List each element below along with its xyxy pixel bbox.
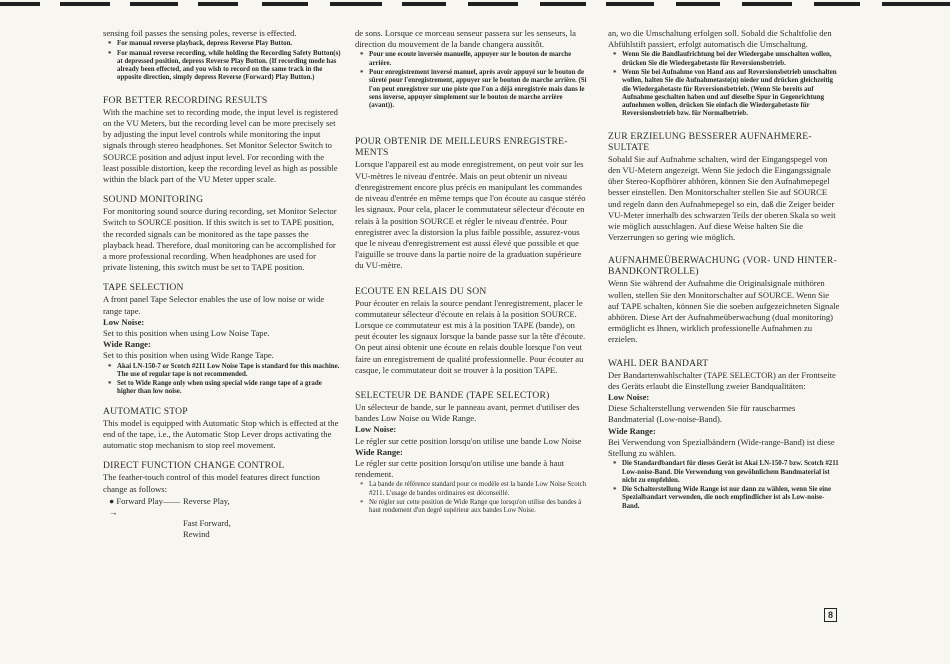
section-heading: ECOUTE EN RELAIS DU SON xyxy=(355,285,487,297)
function-item: Rewind xyxy=(183,529,210,540)
low-noise-label: Low Noise: xyxy=(355,424,397,435)
section-heading: WAHL DER BANDART xyxy=(608,357,709,369)
section-heading: POUR OBTENIR DE MEILLEURS ENREGISTRE-MENTS xyxy=(355,136,568,159)
low-noise-text: Set to this position when using Low Noise Tape. xyxy=(103,327,270,338)
section-body: Der Bandartenwahlschalter (TAPE SELECTOR) an der Frontseite des Geräts erlaubt die Einstellung zweier Bandqualitäten: xyxy=(608,369,836,391)
wide-range-text: Set to this position when using Wide Range Tape. xyxy=(103,350,274,361)
low-noise-label: Low Noise: xyxy=(608,392,650,403)
section-heading: TAPE SELECTION xyxy=(103,282,184,294)
note: * Pour enregistrement inversé manuel, après avoir appuyé sur le bouton de sûreté pour l'enregistrement, appuyer sur le bouton de marche arrière. (Si l'on peut enregistrer sur une piste que l'on a déjà enregistrée mais dans le sens inverse, appuyer simplement sur le bouton de marche arrière (avant)). xyxy=(369,69,589,110)
section-heading: DIRECT FUNCTION CHANGE CONTROL xyxy=(103,460,285,472)
section-heading: AUFNAHMEÜBERWACHUNG (VOR- UND HINTER-BANDKONTROLLE) xyxy=(608,255,837,278)
section-body: The feather-touch control of this model features direct function change as follows: xyxy=(103,472,320,494)
note: * Die Standardbandart für dieses Gerät ist Akai LN-150-7 bzw. Scotch #211 Low-noise-Band. Die Verwendung von gewöhnlichem Bandmaterial ist nicht zu empfehlen. xyxy=(622,460,840,485)
section-body: Pour écouter en relais la source pendant l'enregistrement, placer le commutateur sélecteur d'écoute en relais à la position SOURCE. Lorsque ce commutateur est mis à la position TAPE (bande), on peut écouter les signaux lorsque la bande passe sur la tête d'écoute. On peut ainsi obtenir une écoute en relais double lorsque l'on veut faire un enregistrement de qualité professionnelle. Pour écouter au casque, le commutateur doit se trouver à la position TAPE. xyxy=(355,297,586,375)
french-column xyxy=(355,28,589,518)
section-heading: FOR BETTER RECORDING RESULTS xyxy=(103,94,268,106)
note: * Ne régler sur cette position de Wide Range que lorsqu'on utilise des bandes à haut rendement d'un degré supérieur aux bandes Low Noise. xyxy=(369,499,589,516)
note: * Wenn Sie bei Aufnahme von Hand aus auf Reversionsbetrieb umschalten wollen, halten Sie die Aufnahmetaste(n) nieder und drücken gleichzeitig die Wiedergabetaste für Reversionsbetrieb. (Wenn Sie bereits auf Aufnahme geschalten haben und auf dieselbe Spur in Gegenrichtung aufnehmen wollen, drücken Sie einfach die Wiedergabetaste für Reversionsbetrieb bzw. für Normalbetrieb. xyxy=(622,69,840,119)
function-item: Reverse Play, xyxy=(183,495,230,506)
wide-range-label: Wide Range: xyxy=(608,425,656,436)
arrow-icon: ——→ xyxy=(109,495,181,517)
forward-play-label: ● Forward Play xyxy=(109,495,163,506)
low-noise-text: Diese Schalterstellung verwenden Sie für rauscharmes Bandmaterial (Low-noise-Band). xyxy=(608,403,796,425)
english-column xyxy=(103,28,341,541)
low-noise-text: Le régler sur cette position lorsqu'on utilise une bande Low Noise xyxy=(355,435,582,446)
note: * Akai LN-150-7 or Scotch #211 Low Noise Tape is standard for this machine. The use of regular tape is not recommended. xyxy=(117,363,341,380)
function-item: Fast Forward, xyxy=(183,518,231,529)
note: * Wenn Sie die Bandlaufrichtung bei der Wiedergabe umschalten wollen, drücken Sie die Wiedergabetaste für Reversionsbetrieb. xyxy=(622,51,840,68)
wide-range-text: Bei Verwendung von Spezialbändern (Wide-range-Band) ist diese Stellung zu wählen. xyxy=(608,436,835,459)
intro-notes xyxy=(355,51,589,110)
section-body: A front panel Tape Selector enables the use of low noise or wide range tape. xyxy=(103,294,325,316)
intro-notes xyxy=(608,51,840,118)
note: * La bande de référence standard pour ce modèle est la bande Low Noise Scotch #211. L'usage de bandes ordinaires est déconseillé. xyxy=(369,481,589,498)
section-body: Lorsque l'appareil est au mode enregistrement, on peut voir sur les VU-mètres le niveau d'entrée. Mais on peut obtenir un niveau d'enregistrement encore plus précis en manipulant les commandes de niveau d'entrée en même temps que l'on écoute au casque stéréo les signaux. Pour cela, placer le commutateur sélecteur d'écoute en relais à la position SOURCE et régler le niveau d'entrée. Pour enregistrer avec la distorsion la plus faible possible, assurez-vous que le niveau d'enregistrement est aussi élevé que possible et que l'aiguille se trouve dans la partie noire de la graduation supérieure du VU-mètre. xyxy=(355,159,586,271)
function-change-list xyxy=(109,496,341,541)
page-top-border xyxy=(0,0,950,8)
intro-text: de sons. Lorsque ce morceau senseur passera sur les senseurs, la direction du mouvement de la bande changera aussitôt. xyxy=(355,28,576,50)
section-body: With the machine set to recording mode, the input level is registered on the VU Meters, but the recording level can be more precisely set by adjusting the input level controls while monitoring the input signals through stereo headphones. Set Monitor Selector Switch to SOURCE position and adjust input level. For recording with the least possible distortion, keep the recording level as high as possible within the black part of the VU Meter upper scale. xyxy=(103,106,338,184)
note: * Die Schalterstellung Wide Range ist nur dann zu wählen, wenn Sie eine Spezialbandart verwenden, die noch empfindlicher ist als Low-noise-Band. xyxy=(622,486,840,511)
section-body: For monitoring sound source during recording, set Monitor Selector Switch to SOURCE position. If this switch is set to TAPE position, the recorded signals can be monitored as the tape passes the playback head. Therefore, dual monitoring can be accomplished for a more professional recording. When headphones are used for private listening, this switch must be set to TAPE position. xyxy=(103,206,337,273)
intro-text: sensing foil passes the sensing poles, reverse is effected. xyxy=(103,28,297,38)
wide-range-label: Wide Range: xyxy=(103,339,151,350)
tape-notes xyxy=(355,481,589,515)
section-heading: SELECTEUR DE BANDE (TAPE SELECTOR) xyxy=(355,389,550,401)
section-heading: SOUND MONITORING xyxy=(103,194,204,206)
low-noise-label: Low Noise: xyxy=(103,316,145,327)
page-number: 8 xyxy=(824,608,837,622)
note: * For manual reverse playback, depress Reverse Play Button. xyxy=(117,40,341,48)
section-body: Sobald Sie auf Aufnahme schalten, wird der Eingangspegel von den VU-Metern angezeigt. Wenn Sie jedoch die Eingangssignale über Stereo-Kopfhörer abhören, können Sie den Aufnahmepegel besser einstellen. Den Monitorschalter stellen Sie auf SOURCE und regeln dann den Aufnahmepegel so ein, daß die Zeiger beider VU-Meter innerhalb des schwarzen Teils der oberen Skala so weit wie möglich ausschlagen. Auf diese Weise halten Sie die Verzerrungen so gering wie möglich. xyxy=(608,153,836,243)
german-column xyxy=(608,28,840,513)
wide-range-text: Le régler sur cette position lorsqu'on utilise une bande à haut rendement. xyxy=(355,457,565,480)
tape-notes xyxy=(608,460,840,511)
tape-notes xyxy=(103,363,341,397)
wide-range-label: Wide Range: xyxy=(355,446,403,457)
note: * For manual reverse recording, while holding the Recording Safety Button(s) at depressed position, depress Reverse Play Button. (If recording mode has already been effected, and you wish to record on the same track in the opposite direction, simply depress Reverse (Forward) Play Button.) xyxy=(117,50,341,83)
section-body: Un sélecteur de bande, sur le panneau avant, permet d'utiliser des bandes Low Noise ou Wide Range. xyxy=(355,401,580,424)
intro-text: an, wo die Umschaltung erfolgen soll. Sobald die Schaltfolie den Abfühlstift passiert, erfolgt automatisch die Umschaltung. xyxy=(608,28,832,50)
section-body: Wenn Sie während der Aufnahme die Originalsignale mithören wollen, stellen Sie den Monitorschalter auf SOURCE. Wenn Sie auf TAPE schalten, können Sie die soeben aufgezeichneten Signale abhören. Diese Art der Aufnahmeüberwachung (dual monitoring) ermöglicht es Ihnen, wirklich professionelle Aufnahmen zu erzielen. xyxy=(608,278,840,345)
section-body: This model is equipped with Automatic Stop which is effected at the end of the tape, i.e., the Automatic Stop Lever drops activating the automatic stop mechanism to stop reel movement. xyxy=(103,417,339,451)
section-heading: AUTOMATIC STOP xyxy=(103,405,188,417)
section-heading: ZUR ERZIELUNG BESSERER AUFNAHMERE-SULTATE xyxy=(608,130,812,153)
intro-notes xyxy=(103,40,341,82)
note: * Set to Wide Range only when using special wide range tape of a grade higher than low noise. xyxy=(117,380,341,397)
note: * Pour une ecoute inversée manuelle, appuyer sur le bouton de marche arrière. xyxy=(369,51,589,68)
